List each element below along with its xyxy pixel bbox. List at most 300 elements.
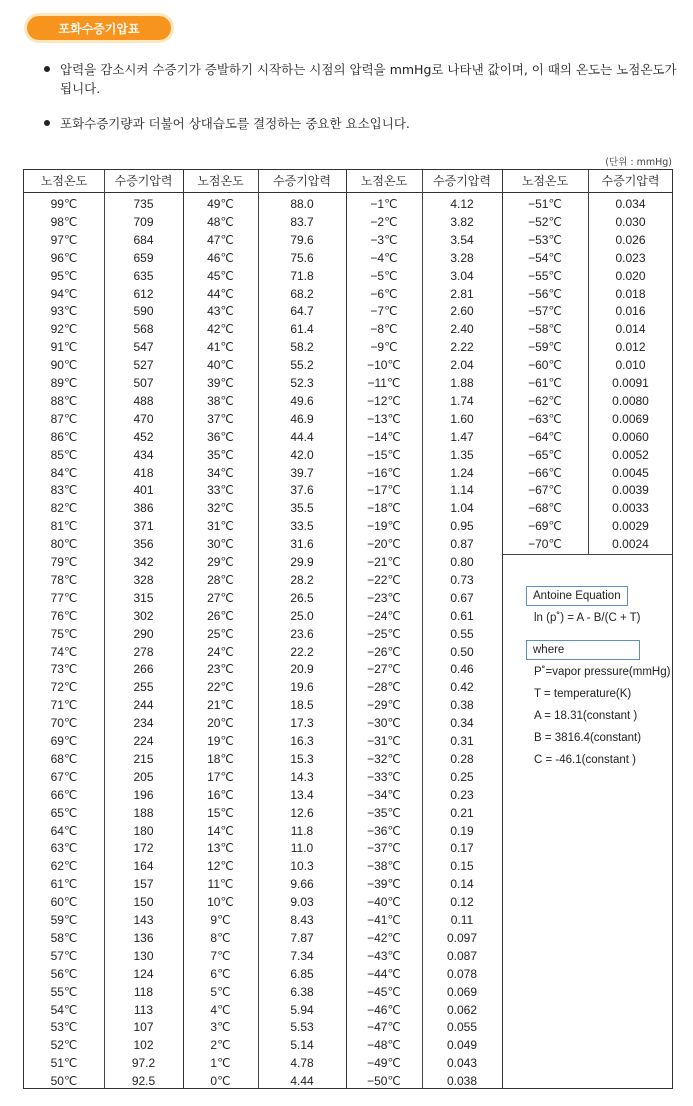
vapor-pressure-cell: 0.0091 xyxy=(612,376,649,390)
vapor-pressure-cell: 3.82 xyxy=(450,214,474,229)
dew-point-cell: 5℃ xyxy=(210,984,231,999)
dew-point-cell: 41℃ xyxy=(207,340,234,355)
dew-point-cell: 8℃ xyxy=(210,930,231,945)
section-title-badge xyxy=(24,13,174,43)
dew-point-cell: 3℃ xyxy=(210,1020,231,1035)
dew-point-cell: 87℃ xyxy=(50,411,78,426)
vapor-pressure-cell: 547 xyxy=(133,340,154,355)
vapor-pressure-cell: 31.6 xyxy=(290,537,314,552)
vapor-pressure-cell: 150 xyxy=(133,895,154,910)
vapor-pressure-cell: 612 xyxy=(133,286,154,301)
vapor-pressure-cell: 10.3 xyxy=(290,859,314,874)
dew-point-cell: 72℃ xyxy=(50,680,78,695)
vapor-pressure-cell: 143 xyxy=(133,913,154,927)
vapor-pressure-cell: 371 xyxy=(133,519,154,534)
vapor-pressure-cell: 0.055 xyxy=(446,1020,478,1035)
dew-point-cell: −49℃ xyxy=(367,1056,401,1071)
vapor-pressure-cell: 26.5 xyxy=(290,590,314,605)
vapor-pressure-cell: 55.2 xyxy=(290,358,314,373)
dew-point-cell: −42℃ xyxy=(367,930,401,945)
dew-point-cell: −54℃ xyxy=(528,250,562,265)
dew-point-cell: 96℃ xyxy=(50,250,78,265)
table-header-row xyxy=(24,170,672,193)
dew-point-cell: 79℃ xyxy=(50,555,78,569)
vapor-pressure-cell: 2.81 xyxy=(450,286,474,301)
dew-point-cell: −28℃ xyxy=(367,680,401,695)
dew-point-cell: 69℃ xyxy=(50,734,78,748)
dew-point-cell: 0℃ xyxy=(210,1074,231,1089)
antoine-definition-line: A = 18.31(constant ) xyxy=(534,710,638,722)
vapor-pressure-cell: 6.38 xyxy=(290,984,314,999)
dew-point-cell: −59℃ xyxy=(528,340,562,355)
vapor-pressure-cell: 42.0 xyxy=(290,447,314,462)
column-header: 수증기압력 xyxy=(433,174,491,188)
dew-point-cell: −10℃ xyxy=(367,358,401,373)
vapor-pressure-cell: 9.03 xyxy=(290,895,314,910)
vapor-pressure-cell: 7.34 xyxy=(290,948,314,963)
vapor-pressure-cell: 205 xyxy=(133,769,154,784)
dew-point-cell: 86℃ xyxy=(50,429,78,444)
vapor-pressure-cell: 0.026 xyxy=(615,232,646,247)
vapor-pressure-cell: 118 xyxy=(133,984,154,999)
dew-point-cell: −62℃ xyxy=(528,393,562,408)
dew-point-cell: 45℃ xyxy=(207,268,234,283)
vapor-pressure-cell: 15.3 xyxy=(290,751,314,766)
vapor-pressure-cell: 20.9 xyxy=(290,662,314,677)
vapor-pressure-cell: 2.04 xyxy=(450,358,474,373)
dew-point-cell: −51℃ xyxy=(528,197,562,211)
vapor-pressure-cell: 0.062 xyxy=(446,1002,478,1017)
dew-point-cell: −24℃ xyxy=(367,608,401,623)
dew-point-cell: 31℃ xyxy=(207,519,234,534)
dew-point-cell: −18℃ xyxy=(367,501,401,516)
dew-point-cell: 13℃ xyxy=(207,841,234,856)
vapor-pressure-cell: 418 xyxy=(133,465,154,480)
vapor-pressure-cell: 0.73 xyxy=(450,572,474,587)
vapor-pressure-cell: 507 xyxy=(133,376,154,390)
vapor-pressure-cell: 33.5 xyxy=(290,519,314,534)
vapor-pressure-cell: 157 xyxy=(133,877,154,892)
vapor-pressure-cell: 92.5 xyxy=(131,1074,156,1089)
dew-point-cell: 48℃ xyxy=(207,214,234,229)
vapor-pressure-cell: 709 xyxy=(133,214,154,229)
dew-point-cell: 26℃ xyxy=(207,608,234,623)
dew-point-cell: −25℃ xyxy=(367,626,401,641)
dew-point-cell: −29℃ xyxy=(367,698,401,713)
dew-point-cell: 47℃ xyxy=(207,232,234,247)
dew-point-cell: −23℃ xyxy=(367,590,401,605)
vapor-pressure-cell: 1.24 xyxy=(450,465,474,480)
dew-point-cell: 97℃ xyxy=(50,232,78,247)
dew-point-cell: 33℃ xyxy=(207,483,234,498)
vapor-pressure-cell: 0.049 xyxy=(446,1038,478,1053)
dew-point-cell: 82℃ xyxy=(50,501,78,516)
vapor-pressure-cell: 0.0080 xyxy=(612,393,649,408)
dew-point-cell: −19℃ xyxy=(367,519,401,534)
dew-point-cell: 19℃ xyxy=(207,734,234,748)
vapor-pressure-cell: 0.61 xyxy=(450,608,474,623)
dew-point-cell: 37℃ xyxy=(207,411,234,426)
dew-point-cell: 98℃ xyxy=(50,214,78,229)
vapor-pressure-cell: 180 xyxy=(133,823,154,838)
dew-point-cell: −30℃ xyxy=(367,716,401,731)
description-item: 포화수증기량과 더불어 상대습도를 결정하는 중요한 요소입니다. xyxy=(44,114,680,133)
dew-point-cell: −45℃ xyxy=(367,984,401,999)
dew-point-cell: −27℃ xyxy=(367,662,401,677)
vapor-pressure-cell: 470 xyxy=(133,411,154,426)
dew-point-cell: −13℃ xyxy=(367,411,401,426)
vapor-pressure-cell: 1.04 xyxy=(450,501,474,516)
vapor-pressure-cell: 124 xyxy=(133,966,154,981)
dew-point-cell: −32℃ xyxy=(367,751,401,766)
vapor-pressure-cell: 0.023 xyxy=(615,250,646,265)
vapor-pressure-cell: 13.4 xyxy=(290,787,314,802)
dew-point-cell: −37℃ xyxy=(367,841,401,856)
dew-point-cell: 34℃ xyxy=(207,465,234,480)
dew-point-cell: −1℃ xyxy=(370,197,398,211)
vapor-pressure-cell: 224 xyxy=(133,734,154,748)
dew-point-cell: 58℃ xyxy=(50,930,78,945)
vapor-pressure-cell: 0.67 xyxy=(450,590,474,605)
vapor-pressure-cell: 75.6 xyxy=(290,250,314,265)
dew-point-cell: −36℃ xyxy=(367,823,401,838)
vapor-pressure-cell: 37.6 xyxy=(290,483,314,498)
antoine-definition-line: B = 3816.4(constant) xyxy=(534,732,642,744)
dew-point-cell: −68℃ xyxy=(528,501,562,516)
vapor-pressure-cell: 0.0033 xyxy=(612,501,649,516)
dew-point-cell: −34℃ xyxy=(367,787,401,802)
dew-point-cell: 21℃ xyxy=(207,698,234,713)
vapor-pressure-cell: 0.38 xyxy=(450,698,474,713)
vapor-pressure-cell: 255 xyxy=(133,680,154,695)
dew-point-cell: −35℃ xyxy=(367,805,401,820)
dew-point-cell: 66℃ xyxy=(50,787,78,802)
dew-point-cell: 61℃ xyxy=(50,877,78,892)
vapor-pressure-cell: 113 xyxy=(133,1002,154,1017)
vapor-pressure-cell: 342 xyxy=(133,555,154,569)
dew-point-cell: 46℃ xyxy=(207,250,234,265)
dew-point-cell: −56℃ xyxy=(528,286,562,301)
vapor-pressure-cell: 0.030 xyxy=(615,214,646,229)
vapor-pressure-cell: 0.034 xyxy=(615,197,646,211)
dew-point-cell: 94℃ xyxy=(50,286,78,301)
bullet-icon xyxy=(44,120,50,126)
vapor-pressure-cell: 0.50 xyxy=(450,644,474,659)
vapor-pressure-cell: 22.2 xyxy=(290,644,314,659)
vapor-pressure-cell: 328 xyxy=(133,572,154,587)
vapor-pressure-cell: 5.53 xyxy=(290,1020,314,1035)
dew-point-cell: 52℃ xyxy=(50,1038,78,1053)
dew-point-cell: 36℃ xyxy=(207,429,234,444)
dew-point-cell: 15℃ xyxy=(207,805,234,820)
vapor-pressure-cell: 568 xyxy=(133,322,154,337)
vapor-pressure-cell: 0.55 xyxy=(450,626,474,641)
vapor-pressure-cell: 735 xyxy=(133,197,154,211)
dew-point-cell: 44℃ xyxy=(207,286,234,301)
vapor-pressure-cell: 0.42 xyxy=(450,680,474,695)
dew-point-cell: 68℃ xyxy=(50,751,78,766)
description-list xyxy=(44,60,680,149)
dew-point-cell: −57℃ xyxy=(528,304,562,319)
dew-point-cell: −39℃ xyxy=(367,877,401,892)
vapor-pressure-cell: 0.31 xyxy=(450,734,474,748)
dew-point-cell: −61℃ xyxy=(528,376,562,390)
dew-point-cell: 75℃ xyxy=(50,626,78,641)
dew-point-cell: 12℃ xyxy=(207,859,234,874)
vapor-pressure-cell: 0.0039 xyxy=(612,483,649,498)
vapor-pressure-cell: 234 xyxy=(133,716,154,731)
vapor-pressure-cell: 356 xyxy=(133,537,154,552)
vapor-pressure-cell: 0.0069 xyxy=(612,411,649,426)
dew-point-cell: −55℃ xyxy=(528,268,562,283)
dew-point-cell: 84℃ xyxy=(50,465,78,480)
dew-point-cell: 90℃ xyxy=(50,358,78,373)
dew-point-cell: −64℃ xyxy=(528,429,562,444)
vapor-pressure-cell: 14.3 xyxy=(290,769,314,784)
dew-point-cell: 1℃ xyxy=(210,1056,231,1071)
dew-point-cell: 77℃ xyxy=(50,590,78,605)
dew-point-cell: 95℃ xyxy=(50,268,78,283)
dew-point-cell: 70℃ xyxy=(50,716,78,731)
dew-point-cell: 93℃ xyxy=(50,304,78,319)
dew-point-cell: 27℃ xyxy=(207,590,234,605)
vapor-pressure-cell: 0.043 xyxy=(446,1056,478,1071)
dew-point-cell: 62℃ xyxy=(50,859,78,874)
vapor-pressure-cell: 17.3 xyxy=(290,716,314,731)
dew-point-cell: 65℃ xyxy=(50,805,78,820)
vapor-pressure-cell: 83.7 xyxy=(290,214,314,229)
vapor-pressure-cell: 4.44 xyxy=(290,1074,314,1089)
vapor-pressure-cell: 39.7 xyxy=(290,465,314,480)
description-item: 압력을 감소시켜 수증기가 증발하기 시작하는 시점의 압력을 mmHg로 나타낸 값이며, 이 때의 온도는 노점온도가 됩니다. xyxy=(44,60,680,98)
vapor-pressure-cell: 0.95 xyxy=(450,519,474,534)
dew-point-cell: −16℃ xyxy=(367,465,401,480)
dew-point-cell: 67℃ xyxy=(50,769,78,784)
dew-point-cell: −21℃ xyxy=(367,555,401,569)
vapor-pressure-cell: 244 xyxy=(133,698,154,713)
vapor-pressure-table xyxy=(23,169,673,1089)
antoine-formula: ln (p˚) = A - B/(C + T) xyxy=(534,612,641,624)
dew-point-cell: 99℃ xyxy=(50,197,78,211)
dew-point-cell: 57℃ xyxy=(50,948,78,963)
dew-point-cell: 32℃ xyxy=(207,501,234,516)
dew-point-cell: 59℃ xyxy=(50,913,78,927)
vapor-pressure-cell: 23.6 xyxy=(290,626,314,641)
dew-point-cell: 29℃ xyxy=(207,555,234,569)
vapor-pressure-cell: 0.087 xyxy=(446,948,478,963)
vapor-pressure-cell: 0.0052 xyxy=(612,447,649,462)
vapor-pressure-cell: 88.0 xyxy=(290,197,314,211)
vapor-pressure-cell: 164 xyxy=(133,859,154,874)
vapor-pressure-cell: 0.34 xyxy=(450,716,474,731)
dew-point-cell: −50℃ xyxy=(367,1074,401,1089)
dew-point-cell: 38℃ xyxy=(207,393,234,408)
vapor-pressure-cell: 35.5 xyxy=(290,501,314,516)
dew-point-cell: −11℃ xyxy=(367,376,401,390)
vapor-pressure-cell: 3.54 xyxy=(450,232,474,247)
antoine-definition-line: T = temperature(K) xyxy=(534,688,632,700)
column-header: 수증기압력 xyxy=(601,174,660,188)
column-header: 수증기압력 xyxy=(273,174,331,188)
column-header: 노점온도 xyxy=(197,174,244,188)
dew-point-cell: −58℃ xyxy=(528,322,562,337)
vapor-pressure-cell: 188 xyxy=(133,805,154,820)
dew-point-cell: −52℃ xyxy=(528,214,562,229)
dew-point-cell: 56℃ xyxy=(50,966,78,981)
dew-point-cell: −20℃ xyxy=(367,537,401,552)
dew-point-cell: 17℃ xyxy=(207,769,234,784)
column-header: 수증기압력 xyxy=(114,174,173,188)
dew-point-cell: 54℃ xyxy=(50,1002,78,1017)
vapor-pressure-cell: 1.35 xyxy=(450,447,474,462)
vapor-pressure-cell: 107 xyxy=(133,1020,154,1035)
dew-point-cell: 35℃ xyxy=(207,447,234,462)
vapor-pressure-cell: 0.0029 xyxy=(612,519,649,534)
vapor-pressure-cell: 0.097 xyxy=(446,930,478,945)
vapor-pressure-cell: 0.020 xyxy=(615,268,646,283)
dew-point-cell: 39℃ xyxy=(207,376,234,390)
column-header: 노점온도 xyxy=(521,174,569,188)
dew-point-cell: 78℃ xyxy=(50,572,78,587)
dew-point-cell: −9℃ xyxy=(370,340,398,355)
dew-point-cell: 20℃ xyxy=(207,716,234,731)
dew-point-cell: −15℃ xyxy=(367,447,401,462)
dew-point-cell: 64℃ xyxy=(50,823,78,838)
vapor-pressure-cell: 3.28 xyxy=(450,250,474,265)
dew-point-cell: 85℃ xyxy=(50,447,78,462)
dew-point-cell: −66℃ xyxy=(528,465,562,480)
dew-point-cell: 43℃ xyxy=(207,304,234,319)
vapor-pressure-cell: 1.60 xyxy=(450,411,474,426)
dew-point-cell: −17℃ xyxy=(367,483,401,498)
dew-point-cell: 80℃ xyxy=(50,537,78,552)
vapor-pressure-cell: 684 xyxy=(133,232,154,247)
vapor-pressure-cell: 302 xyxy=(133,608,154,623)
antoine-definition-line: C = -46.1(constant ) xyxy=(534,754,636,766)
dew-point-cell: 16℃ xyxy=(207,787,234,802)
vapor-pressure-cell: 635 xyxy=(133,268,154,283)
vapor-pressure-cell: 434 xyxy=(133,447,154,462)
vapor-pressure-cell: 0.016 xyxy=(615,304,646,319)
dew-point-cell: 4℃ xyxy=(210,1002,231,1017)
dew-point-cell: 11℃ xyxy=(207,877,234,892)
vapor-pressure-cell: 52.3 xyxy=(290,376,314,390)
vapor-pressure-cell: 215 xyxy=(133,751,154,766)
vapor-pressure-cell: 28.2 xyxy=(290,572,314,587)
vapor-pressure-cell: 2.40 xyxy=(450,322,474,337)
dew-point-cell: −67℃ xyxy=(528,483,562,498)
vapor-pressure-cell: 0.87 xyxy=(450,537,474,552)
dew-point-cell: −22℃ xyxy=(367,572,401,587)
vapor-pressure-cell: 8.43 xyxy=(290,913,314,927)
dew-point-cell: 73℃ xyxy=(50,662,78,677)
dew-point-cell: −38℃ xyxy=(367,859,401,874)
unit-note: (단위 : mmHg) xyxy=(605,157,672,168)
dew-point-cell: 23℃ xyxy=(207,662,234,677)
vapor-pressure-cell: 3.04 xyxy=(450,268,474,283)
dew-point-cell: 42℃ xyxy=(207,322,234,337)
vapor-pressure-cell: 0.11 xyxy=(450,913,474,927)
vapor-pressure-cell: 25.0 xyxy=(290,608,314,623)
column-header: 노점온도 xyxy=(40,174,88,188)
vapor-pressure-cell: 488 xyxy=(133,393,154,408)
dew-point-cell: 60℃ xyxy=(50,895,78,910)
vapor-pressure-cell: 97.2 xyxy=(131,1056,156,1071)
dew-point-cell: 18℃ xyxy=(207,751,234,766)
vapor-pressure-cell: 7.87 xyxy=(290,930,314,945)
vapor-pressure-cell: 266 xyxy=(133,662,154,677)
dew-point-cell: −26℃ xyxy=(367,644,401,659)
vapor-pressure-cell: 0.23 xyxy=(450,787,474,802)
vapor-pressure-cell: 0.012 xyxy=(615,340,646,355)
dew-point-cell: −7℃ xyxy=(370,304,398,319)
vapor-pressure-cell: 19.6 xyxy=(290,680,314,695)
dew-point-cell: 30℃ xyxy=(207,537,234,552)
dew-point-cell: −53℃ xyxy=(528,232,562,247)
dew-point-cell: −3℃ xyxy=(370,232,398,247)
dew-point-cell: 63℃ xyxy=(50,841,78,856)
vapor-pressure-cell: 130 xyxy=(133,948,154,963)
vapor-pressure-cell: 401 xyxy=(133,483,154,498)
dew-point-cell: −43℃ xyxy=(367,948,401,963)
vapor-pressure-cell: 0.80 xyxy=(450,555,474,569)
vapor-pressure-cell: 0.038 xyxy=(446,1074,478,1089)
dew-point-cell: 49℃ xyxy=(207,197,234,211)
dew-point-cell: −60℃ xyxy=(528,358,562,373)
vapor-pressure-cell: 278 xyxy=(133,644,154,659)
vapor-pressure-cell: 659 xyxy=(133,250,154,265)
dew-point-cell: −65℃ xyxy=(528,447,562,462)
vapor-pressure-cell: 386 xyxy=(133,501,154,516)
vapor-pressure-cell: 196 xyxy=(133,787,154,802)
vapor-pressure-cell: 0.25 xyxy=(450,769,474,784)
vapor-pressure-cell: 452 xyxy=(133,429,154,444)
column-header: 노점온도 xyxy=(360,174,408,188)
vapor-pressure-cell: 68.2 xyxy=(290,286,314,301)
dew-point-cell: −5℃ xyxy=(370,268,398,283)
dew-point-cell: −70℃ xyxy=(528,537,562,552)
vapor-pressure-cell: 2.22 xyxy=(450,340,474,355)
vapor-pressure-cell: 0.078 xyxy=(446,966,478,981)
vapor-pressure-cell: 0.0045 xyxy=(612,465,649,480)
dew-point-cell: −69℃ xyxy=(528,519,562,534)
vapor-pressure-cell: 290 xyxy=(133,626,154,641)
bullet-icon xyxy=(44,66,50,72)
dew-point-cell: −4℃ xyxy=(370,250,398,265)
dew-point-cell: 88℃ xyxy=(50,393,78,408)
dew-point-cell: 92℃ xyxy=(50,322,78,337)
vapor-pressure-cell: 79.6 xyxy=(290,232,314,247)
dew-point-cell: 28℃ xyxy=(207,572,234,587)
antoine-definition-line: P˚=vapor pressure(mmHg) xyxy=(534,666,671,678)
dew-point-cell: 89℃ xyxy=(50,376,78,390)
vapor-pressure-cell: 49.6 xyxy=(290,393,314,408)
dew-point-cell: −48℃ xyxy=(367,1038,401,1053)
dew-point-cell: 2℃ xyxy=(210,1038,231,1053)
vapor-pressure-cell: 4.78 xyxy=(290,1056,314,1071)
dew-point-cell: −12℃ xyxy=(367,393,401,408)
dew-point-cell: −31℃ xyxy=(367,734,401,748)
section-title: 포화수증기압표 xyxy=(58,21,140,36)
dew-point-cell: 83℃ xyxy=(50,483,78,498)
vapor-pressure-cell: 12.6 xyxy=(290,805,314,820)
dew-point-cell: 9℃ xyxy=(210,913,231,927)
dew-point-cell: 76℃ xyxy=(50,608,78,623)
vapor-pressure-cell: 64.7 xyxy=(290,304,314,319)
vapor-pressure-cell: 58.2 xyxy=(290,340,314,355)
where-box: where xyxy=(526,640,640,660)
dew-point-cell: 7℃ xyxy=(210,948,231,963)
